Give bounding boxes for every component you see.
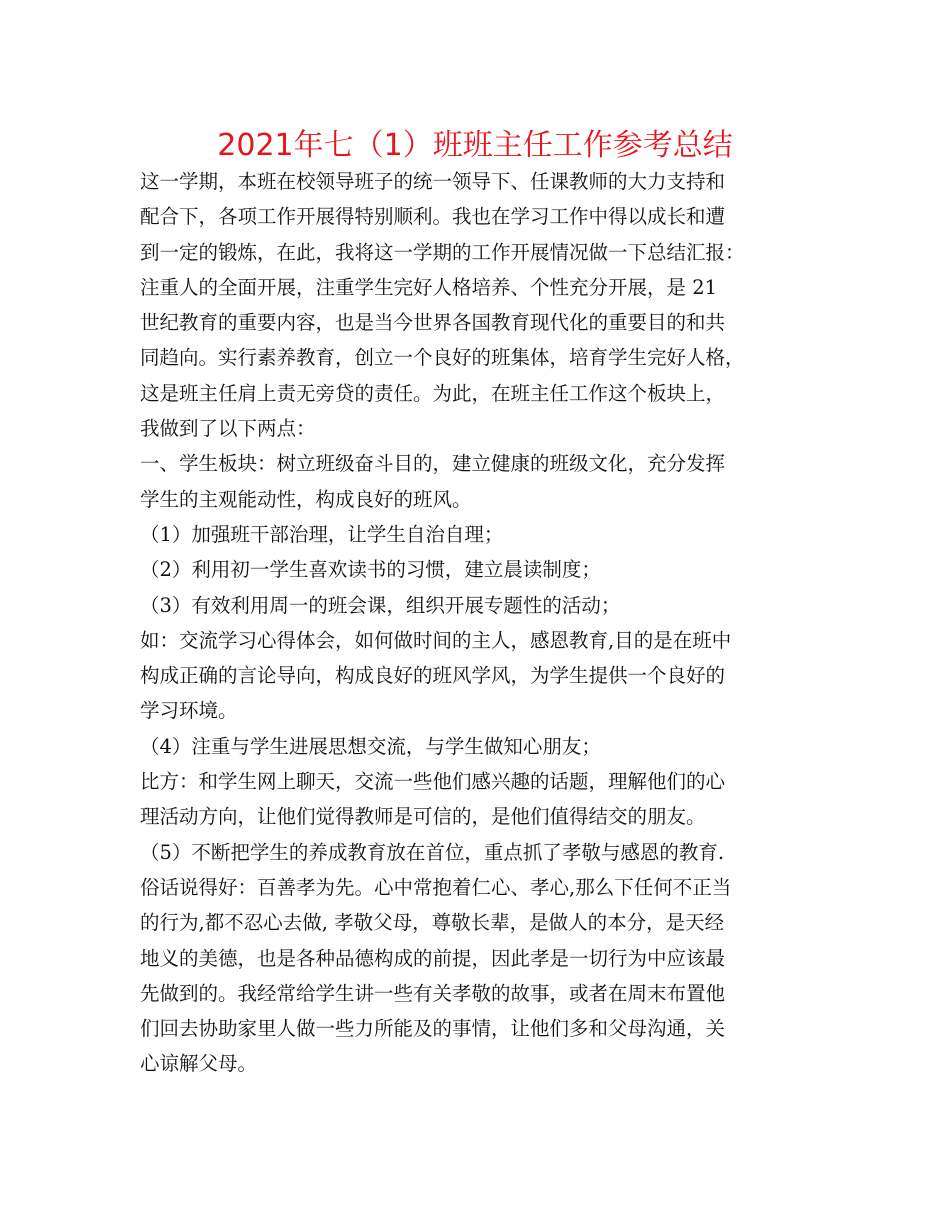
body-line: 一、学生板块：树立班级奋斗目的，建立健康的班级文化，充分发挥 bbox=[140, 452, 726, 476]
body-line: 配合下，各项工作开展得特别顺利。我也在学习工作中得以成长和遭 bbox=[140, 205, 726, 229]
body-line: 构成正确的言论导向，构成良好的班风学风，为学生提供一个良好的 bbox=[140, 664, 726, 688]
body-line: 俗话说得好：百善孝为先。心中常抱着仁心、孝心,那么下任何不正当 bbox=[140, 875, 732, 899]
body-line: （2）利用初一学生喜欢读书的习惯，建立晨读制度； bbox=[140, 558, 601, 582]
body-line: 地义的美德，也是各种品德构成的前提，因此孝是一切行为中应该最 bbox=[140, 946, 726, 970]
body-line: （5）不断把学生的养成教育放在首位，重点抓了孝敬与感恩的教育. bbox=[140, 840, 725, 864]
body-line: 这是班主任肩上责无旁贷的责任。为此，在班主任工作这个板块上， bbox=[140, 381, 726, 405]
body-line: 的行为,都不忍心去做, 孝敬父母，尊敬长辈，是做人的本分，是天经 bbox=[140, 911, 725, 935]
body-line: （1）加强班干部治理，让学生自治自理； bbox=[140, 522, 504, 546]
body-line: （3）有效利用周一的班会课，组织开展专题性的活动； bbox=[140, 593, 621, 617]
body-line: （4）注重与学生进展思想交流，与学生做知心朋友； bbox=[140, 734, 601, 758]
body-line: 如：交流学习心得体会，如何做时间的主人，感恩教育,目的是在班中 bbox=[140, 628, 732, 652]
body-line: 同趋向。实行素养教育，创立一个良好的班集体，培育学生完好人格， bbox=[140, 346, 745, 370]
body-line: 我做到了以下两点： bbox=[140, 417, 316, 441]
body-line: 世纪教育的重要内容，也是当今世界各国教育现代化的重要目的和共 bbox=[140, 311, 726, 335]
body-line: 比方：和学生网上聊天，交流一些他们感兴趣的话题，理解他们的心 bbox=[140, 770, 726, 794]
body-line: 理活动方向，让他们觉得教师是可信的，是他们值得结交的朋友。 bbox=[140, 805, 706, 829]
body-line: 心谅解父母。 bbox=[140, 1052, 258, 1076]
body-line: 先做到的。我经常给学生讲一些有关孝敬的故事，或者在周末布置他 bbox=[140, 981, 726, 1005]
body-line: 这一学期，本班在校领导班子的统一领导下、任课教师的大力支持和 bbox=[140, 170, 726, 193]
body-line: 注重人的全面开展，注重学生完好人格培养、个性充分开展，是 21 bbox=[140, 275, 718, 299]
body-line: 学生的主观能动性，构成良好的班风。 bbox=[140, 487, 472, 511]
body-line: 到一定的锻炼，在此，我将这一学期的工作开展情况做一下总结汇报： bbox=[140, 240, 745, 264]
body-line: 们回去协助家里人做一些力所能及的事情，让他们多和父母沟通，关 bbox=[140, 1017, 726, 1041]
document-title: 2021年七（1）班班主任工作参考总结 bbox=[217, 128, 733, 163]
body-line: 学习环境。 bbox=[140, 699, 238, 723]
document-body bbox=[140, 164, 830, 1082]
